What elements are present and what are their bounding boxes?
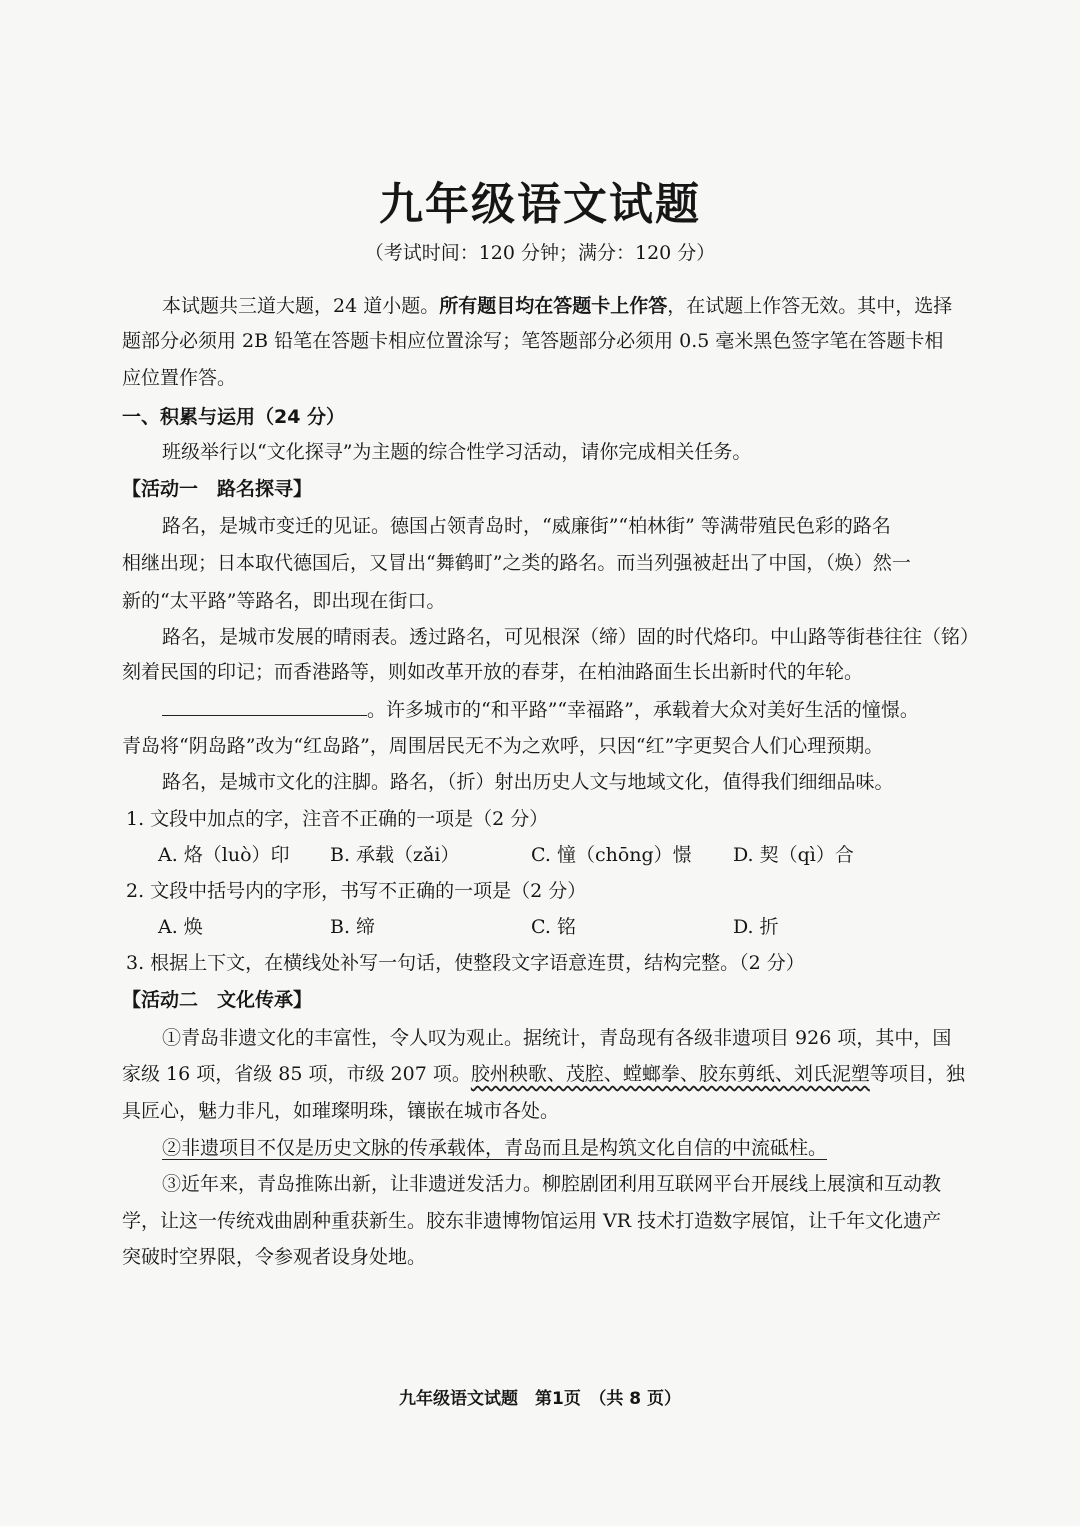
passage-line: 路名，是城市变迁的见证。德国占领青岛时，“威廉街”“柏林街” 等满带殖民色彩的路名	[162, 515, 891, 537]
underlined-text: 胶州秧歌、茂腔、螳螂拳、胶东剪纸、刘氏泥塑	[470, 1063, 870, 1085]
passage-line: ③近年来，青岛推陈出新，让非遗迸发活力。柳腔剧团利用互联网平台开展线上展演和互动教	[162, 1173, 942, 1195]
page-title: 九年级语文试题	[379, 179, 701, 230]
passage-line: 学，让这一传统戏曲剧种重获新生。胶东非遗博物馆运用 VR 技术打造数字展馆，让千年文化遗产	[122, 1210, 942, 1232]
option-c[interactable]: C. 铭	[531, 916, 576, 938]
instructions-line-2: 题部分必须用 2B 铅笔在答题卡相应位置涂写；笔答题部分必须用 0.5 毫米黑色签字笔在答题卡相	[122, 330, 944, 352]
passage-line: 突破时空界限，令参观者设身处地。	[122, 1246, 427, 1268]
activity-heading: 【活动一 路名探寻】	[122, 478, 313, 500]
passage-line: ①青岛非遗文化的丰富性，令人叹为观止。据统计，青岛现有各级非遗项目 926 项，其中，国	[162, 1027, 952, 1049]
passage-line: 刻着民国的印记；而香港路等，则如改革开放的春芽，在柏油路面生长出新时代的年轮。	[122, 661, 864, 683]
option-a[interactable]: A. 烙（luò）印	[158, 844, 290, 866]
passage-line	[122, 1062, 965, 1086]
question-2-options	[0, 915, 1080, 939]
instructions-line-1	[162, 294, 952, 318]
instructions-text: ，在试题上作答无效。其中，选择	[667, 295, 953, 317]
passage-line: 相继出现；日本取代德国后，又冒出“舞鹤町”之类的路名。而当列强被赶出了中国，（焕）然一	[122, 552, 911, 574]
question-2: 2. 文段中括号内的字形，书写不正确的一项是（2 分）	[126, 880, 587, 902]
option-b[interactable]: B. 承载（zǎi）	[330, 844, 460, 866]
passage-line: 路名，是城市发展的晴雨表。透过路名，可见根深（缔）固的时代烙印。中山路等街巷往往（铭）	[162, 626, 980, 648]
question-1-options	[0, 843, 1080, 867]
option-d[interactable]: D. 契（qì）合	[733, 844, 854, 866]
section-heading: 一、积累与运用（24 分）	[122, 406, 346, 428]
passage-line: 新的“太平路”等路名，即出现在街口。	[122, 590, 446, 612]
activity-heading: 【活动二 文化传承】	[122, 989, 313, 1011]
option-d[interactable]: D. 折	[733, 916, 779, 938]
passage-line-with-blank	[162, 697, 919, 722]
passage-text: 。许多城市的“和平路”“幸福路”，承载着大众对美好生活的憧憬。	[367, 699, 919, 721]
option-c[interactable]: C. 憧（chōng）憬	[531, 844, 692, 866]
exam-time-info: （考试时间：120 分钟；满分：120 分）	[364, 242, 716, 264]
option-a[interactable]: A. 焕	[158, 916, 203, 938]
instructions-line-3: 应位置作答。	[122, 367, 237, 389]
passage-line: 具匠心，魅力非凡，如璀璨明珠，镶嵌在城市各处。	[122, 1100, 560, 1122]
instructions-emphasis: 所有题目均在答题卡上作答	[439, 295, 668, 317]
instructions-text: 本试题共三道大题，24 道小题。	[162, 295, 440, 317]
passage-text: 等项目，独	[869, 1063, 965, 1085]
underlined-sentence: ②非遗项目不仅是历史文脉的传承载体，青岛而且是构筑文化自信的中流砥柱。	[162, 1137, 828, 1159]
passage-line: 青岛将“阴岛路”改为“红岛路”，周围居民无不为之欢呼，只因“红”字更契合人们心理预期。	[122, 735, 884, 757]
page-footer: 九年级语文试题 第1页 （共 8 页）	[399, 1389, 681, 1409]
section-intro: 班级举行以“文化探寻”为主题的综合性学习活动，请你完成相关任务。	[162, 441, 752, 463]
passage-line: 路名，是城市文化的注脚。路名，（折）射出历史人文与地域文化，值得我们细细品味。	[162, 771, 894, 793]
question-1: 1. 文段中加点的字，注音不正确的一项是（2 分）	[126, 808, 549, 830]
option-b[interactable]: B. 缔	[330, 916, 376, 938]
answer-blank[interactable]	[162, 697, 367, 716]
passage-line	[162, 1136, 827, 1160]
question-3: 3. 根据上下文，在横线处补写一句话，使整段文字语意连贯，结构完整。（2 分）	[126, 952, 805, 974]
passage-text: 家级 16 项，省级 85 项，市级 207 项。	[122, 1063, 471, 1085]
